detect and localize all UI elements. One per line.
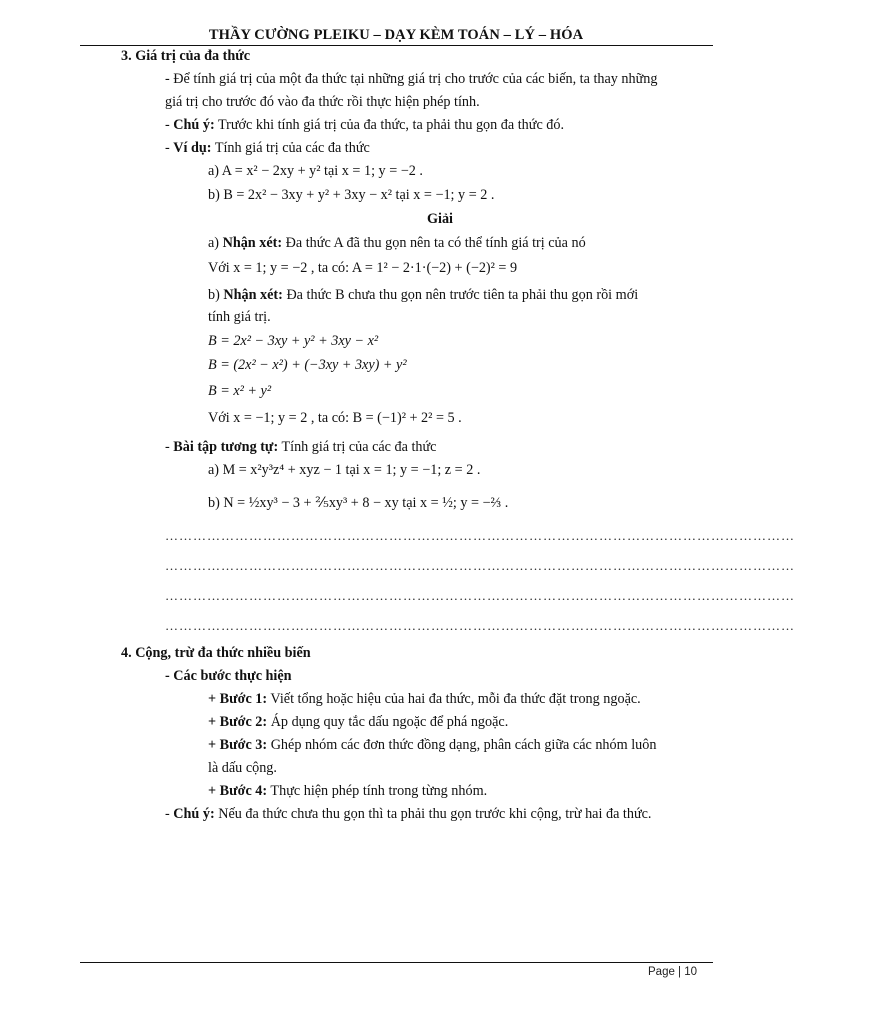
solution-b-remark-cont: tính giá trị.: [208, 309, 271, 325]
section-4-title: 4. Cộng, trừ đa thức nhiều biến: [121, 645, 311, 661]
solution-a-remark: a) Nhận xét: Đa thức A đã thu gọn nên ta có thể tính giá trị của nó: [208, 235, 586, 251]
homework-label: Bài tập tương tự:: [173, 439, 279, 455]
step-2: [208, 713, 508, 731]
step-3-cont: là dấu cộng.: [208, 760, 277, 776]
note-text: Trước khi tính giá trị của đa thức, ta phải thu gọn đa thức đó.: [214, 117, 565, 133]
page-number: Page | 10: [648, 966, 698, 978]
example-text: Tính giá trị của các đa thức: [211, 140, 370, 156]
note-label: Chú ý:: [173, 117, 215, 133]
section-3-title: 3. Giá trị của đa thức: [121, 48, 251, 64]
step-text: Thực hiện phép tính trong từng nhóm.: [267, 783, 488, 799]
step-label: + Bước 2:: [208, 714, 268, 730]
example-b: b) B = 2x² − 3xy + y² + 3xy − x² tại x = −1; y = 2 .: [208, 187, 495, 203]
remark-text: Đa thức A đã thu gọn nên ta có thể tính giá trị của nó: [282, 235, 586, 251]
solution-b-step2: B = (2x² − x²) + (−3xy + 3xy) + y²: [208, 357, 407, 373]
example-a: a) A = x² − 2xy + y² tại x = 1; y = −2 .: [208, 163, 423, 179]
step-text: Áp dụng quy tắc dấu ngoặc để phá ngoặc.: [267, 714, 509, 730]
step-label: + Bước 4:: [208, 783, 268, 799]
solution-heading: Giải: [426, 211, 453, 227]
section-4-note: - Chú ý: Nếu đa thức chưa thu gọn thì ta phải thu gọn trước khi cộng, trừ hai đa thức.: [165, 806, 652, 822]
solution-b-remark: b) Nhận xét: Đa thức B chưa thu gọn nên trước tiên ta phải thu gọn rồi mới: [208, 287, 639, 303]
step-text: Ghép nhóm các đơn thức đồng dạng, phân cách giữa các nhóm luôn: [267, 737, 657, 753]
note-text: Nếu đa thức chưa thu gọn thì ta phải thu gọn trước khi cộng, trừ hai đa thức.: [214, 806, 652, 822]
footer-rule: [80, 962, 713, 963]
note-line: - Chú ý: Trước khi tính giá trị của đa thức, ta phải thu gọn đa thức đó.: [165, 117, 565, 133]
step-label: + Bước 1:: [208, 691, 268, 707]
solution-a-calc: Với x = 1; y = −2 , ta có: A = 1² − 2·1·(−2) + (−2)² = 9: [208, 260, 518, 276]
answer-line: ………………………………………………………………………………………………………………………: [165, 558, 795, 573]
solution-b-step3: B = x² + y²: [208, 383, 272, 399]
example-label: Ví dụ:: [173, 140, 212, 156]
note-label: Chú ý:: [173, 806, 215, 822]
remark-label: Nhận xét:: [223, 287, 283, 303]
answer-line: ………………………………………………………………………………………………………………………: [165, 588, 795, 603]
remark-label: Nhận xét:: [222, 235, 283, 251]
step-text: Viết tổng hoặc hiệu của hai đa thức, mỗi đa thức đặt trong ngoặc.: [267, 691, 641, 707]
header-rule: [80, 45, 713, 46]
paragraph-line: giá trị cho trước đó vào đa thức rồi thực hiện phép tính.: [165, 94, 480, 110]
step-4: [208, 782, 487, 800]
remark-text: Đa thức B chưa thu gọn nên trước tiên ta phải thu gọn rồi mới: [282, 287, 639, 303]
step-1: [208, 690, 641, 708]
step-3: [208, 736, 656, 754]
answer-line: ………………………………………………………………………………………………………………………: [165, 528, 795, 543]
steps-title: - Các bước thực hiện: [165, 668, 292, 684]
solution-b-step1: B = 2x² − 3xy + y² + 3xy − x²: [208, 333, 379, 349]
homework-text: Tính giá trị của các đa thức: [278, 439, 437, 455]
paragraph-line: - Để tính giá trị của một đa thức tại những giá trị cho trước của các biến, ta thay những: [165, 71, 658, 87]
homework-b: b) N = ½xy³ − 3 + ⅖xy³ + 8 − xy tại x = ½; y = −⅔ .: [208, 495, 509, 511]
homework-a: a) M = x²y³z⁴ + xyz − 1 tại x = 1; y = −1; z = 2 .: [208, 462, 481, 478]
solution-b-calc: Với x = −1; y = 2 , ta có: B = (−1)² + 2² = 5 .: [208, 410, 462, 426]
example-line: - Ví dụ: Tính giá trị của các đa thức: [165, 140, 370, 156]
answer-line: ………………………………………………………………………………………………………………………: [165, 618, 795, 633]
page-header-title: THẦY CƯỜNG PLEIKU – DẠY KÈM TOÁN – LÝ – HÓA: [208, 27, 584, 43]
step-label: + Bước 3:: [208, 737, 268, 753]
homework-line: - Bài tập tương tự: Tính giá trị của các đa thức: [165, 439, 437, 455]
